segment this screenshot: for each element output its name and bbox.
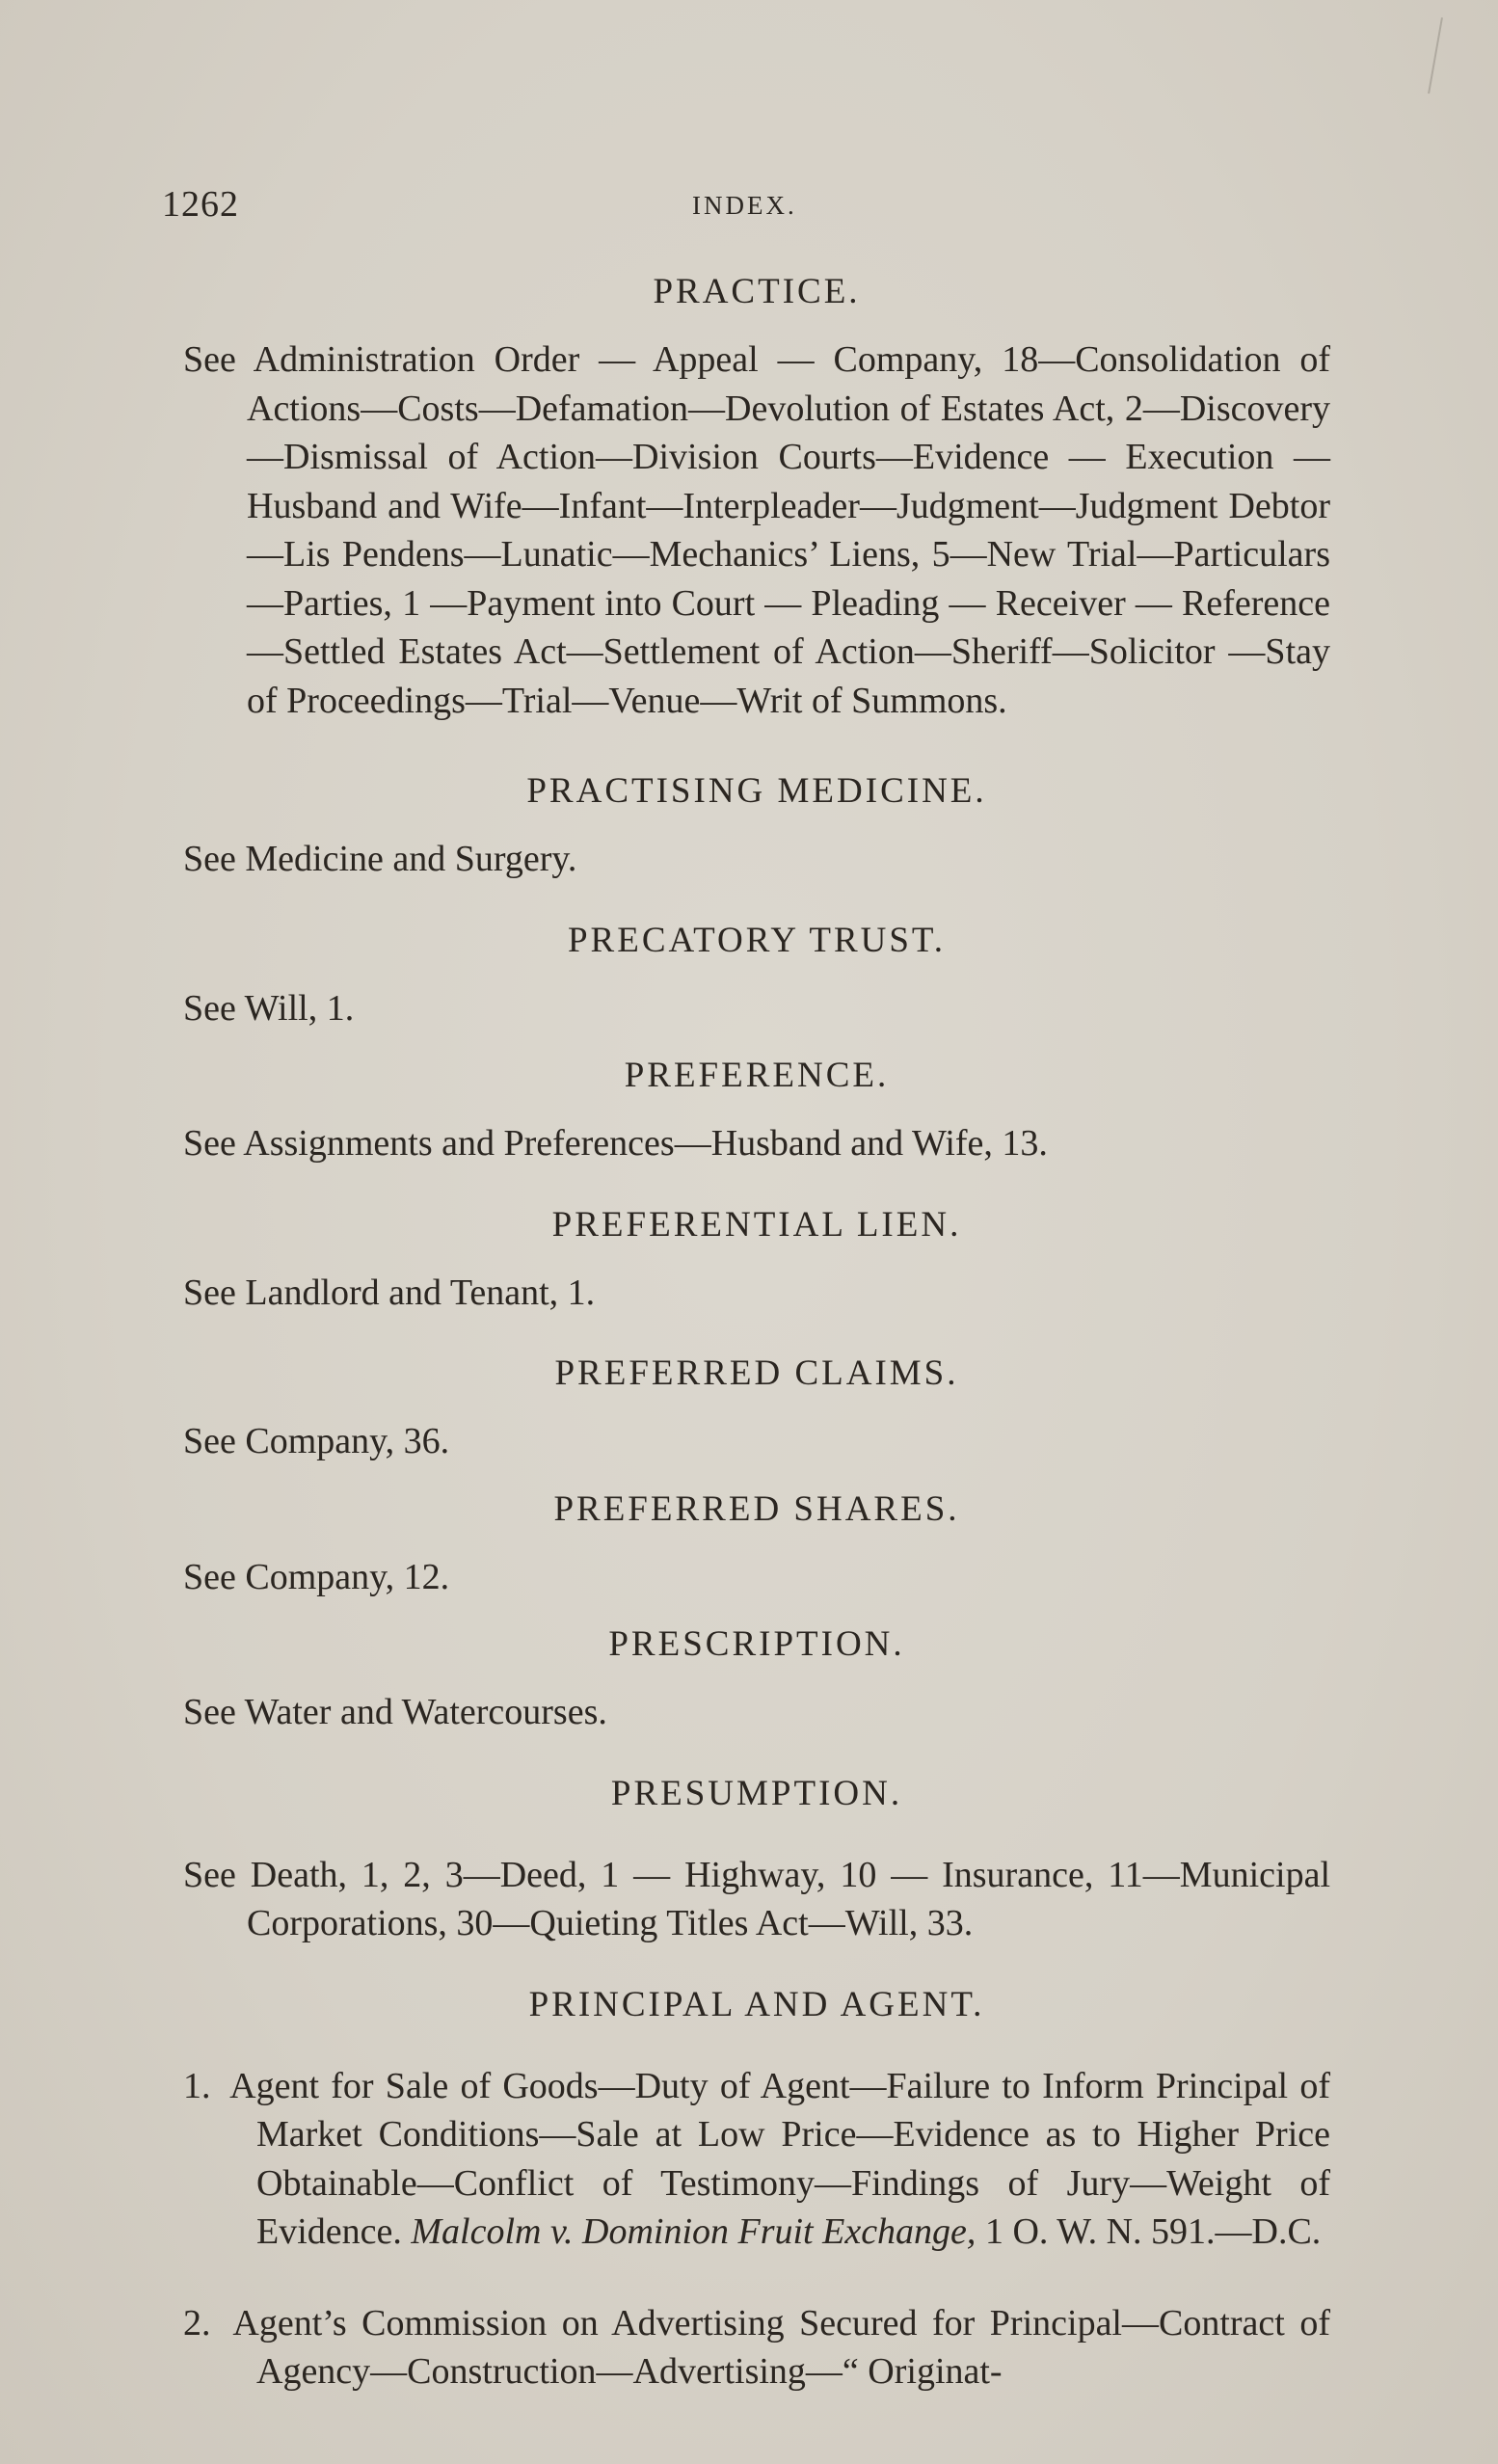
entry-prescription: See Water and Watercourses. [183, 1692, 607, 1732]
heading-presumption: PRESUMPTION. [610, 1773, 903, 1813]
index-content [183, 268, 1330, 2397]
list-item-principal-agent-2 [183, 2299, 1330, 2397]
entry-practising-medicine: See Medicine and Surgery. [183, 839, 577, 879]
entry-precatory-trust: See Will, 1. [183, 987, 355, 1029]
margin-pencil-mark [1428, 17, 1447, 94]
page-header [162, 183, 1338, 241]
item-number: 2. [183, 2302, 211, 2343]
entry-preferred-shares: See Company, 12. [183, 1556, 450, 1597]
running-head: INDEX. [692, 191, 797, 220]
entry-preference: See Assignments and Preferences—Husband and Wife, 13. [183, 1123, 1048, 1164]
heading-preferential-lien: PREFERENTIAL LIEN. [551, 1204, 962, 1245]
entry-preferred-claims: See Company, 36. [183, 1421, 450, 1461]
heading-principal-and-agent: PRINCIPAL AND AGENT. [528, 1984, 985, 2024]
entry-practice: See Administration Order — Appeal — Company, 18—Consolidation of Actions—Costs—Defamation—Devolution of Estates Act, 2—Discovery—Dismissal of Action—Division Courts—Evidence — Execution — Husband and Wife—Infant—Interpleader—Judgment—Judgment Debtor—Lis Pendens—Lunatic—Mechanics’ Liens, 5—New Trial—Particulars—Parties, 1 —Payment into Court — Pleading — Receiver — Reference—Settled Estates Act—Settlement of Action—Sheriff—Solicitor —Stay of Proceedings—Trial—Venue—Writ of Summons. [183, 339, 1330, 721]
heading-preferred-claims: PREFERRED CLAIMS. [554, 1353, 959, 1393]
entry-preferential-lien: See Landlord and Tenant, 1. [183, 1272, 596, 1313]
heading-precatory-trust: PRECATORY TRUST. [567, 920, 947, 960]
page-number: 1262 [162, 184, 239, 225]
list-item-principal-agent-1 [183, 2062, 1330, 2257]
case-citation: 1 O. W. N. 591.—D.C. [984, 2211, 1322, 2252]
heading-prescription: PRESCRIPTION. [608, 1624, 905, 1664]
heading-practising-medicine: PRACTISING MEDICINE. [526, 771, 987, 811]
item-text: Agent’s Commission on Advertising Secured for Principal—Contract of Agency—Construction—Advertising—“ Originat- [232, 2302, 1330, 2392]
item-text: Agent for Sale of Goods—Duty of Agent—Failure to Inform Principal of Market Conditions—Sale at Low Price—Evidence as to Higher Price Obtainable—Conflict of Testimony—Findings of Jury—Weight of Evidence. [229, 2065, 1331, 2252]
heading-preference: PREFERENCE. [624, 1056, 890, 1095]
case-name: Malcolm v. Dominion Fruit Exchange, [411, 2211, 976, 2252]
heading-practice: PRACTICE. [653, 272, 861, 311]
item-number: 1. [183, 2065, 211, 2106]
heading-preferred-shares: PREFERRED SHARES. [553, 1488, 960, 1529]
entry-presumption: See Death, 1, 2, 3—Deed, 1 — Highway, 10 — Insurance, 11—Municipal Corporations, 30—Quieting Titles Act—Will, 33. [183, 1854, 1330, 1943]
